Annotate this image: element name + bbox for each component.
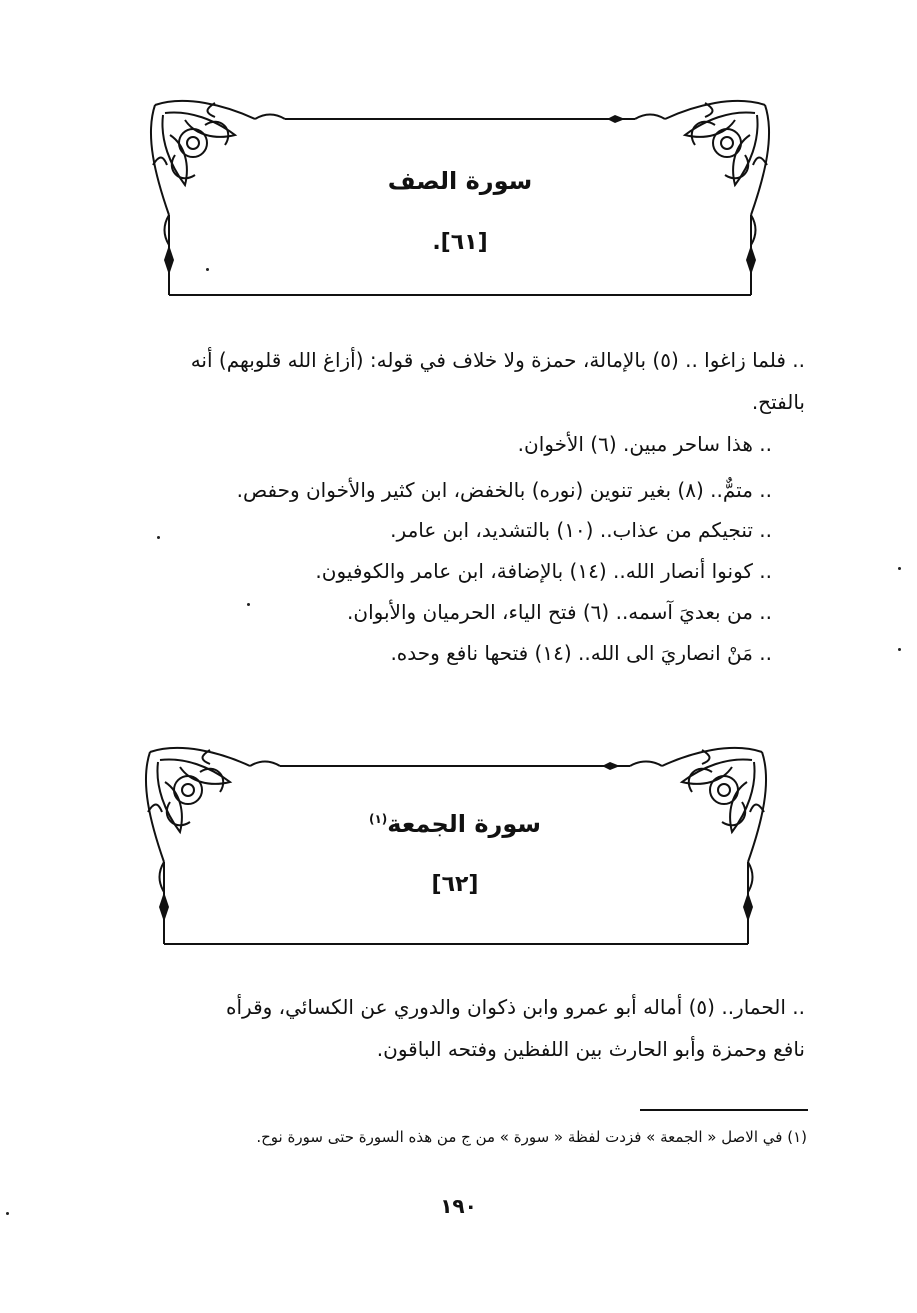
text-line: .. من بعديَ آسمه.. (٦) فتح الياء، الحرميان والأبوان. xyxy=(347,600,772,624)
scan-speck xyxy=(157,536,160,539)
text-line: .. تنجيكم من عذاب.. (١٠) بالتشديد، ابن عامر. xyxy=(390,518,772,542)
footnote-marker: (١) xyxy=(368,812,388,826)
footnote: (١) في الاصل « الجمعة » فزدت لفظة « سورة » من ج من هذه السورة حتى سورة نوح. xyxy=(256,1128,807,1146)
surah-header-frame-1 xyxy=(145,95,775,300)
text-line: .. الحمار.. (٥) أماله أبو عمرو وابن ذكوان والدوري عن الكسائي، وقرأه xyxy=(226,995,805,1019)
surah-number: [٦٢] xyxy=(431,872,479,897)
surah-number: [٦١]. xyxy=(432,230,488,255)
text-line: .. فلما زاغوا .. (٥) بالإمالة، حمزة ولا خلاف في قوله: (أزاغ الله قلوبهم) أنه xyxy=(190,348,805,372)
page-number: ١٩٠ xyxy=(440,1194,477,1218)
scan-speck xyxy=(206,268,209,271)
ornamental-border xyxy=(140,738,770,948)
ornamental-border xyxy=(145,95,775,300)
scan-speck xyxy=(247,603,250,606)
text-line: نافع وحمزة وأبو الحارث بين اللفظين وفتحه الباقون. xyxy=(376,1037,805,1061)
surah-title: سورة الجمعة$^{(١)}$ xyxy=(368,810,541,838)
text-line: .. متمٌّ.. (٨) بغير تنوين (نوره) بالخفض، ابن كثير والأخوان وحفص. xyxy=(236,478,772,502)
scan-speck xyxy=(898,648,901,651)
text-line: .. كونوا أنصار الله.. (١٤) بالإضافة، ابن عامر والكوفيون. xyxy=(315,559,772,583)
text-line: .. مَنْ انصاريَ الى الله.. (١٤) فتحها نافع وحده. xyxy=(390,641,772,665)
text-line: .. هذا ساحر مبين. (٦) الأخوان. xyxy=(517,432,772,456)
scan-speck xyxy=(898,567,901,570)
surah-title: سورة الصف xyxy=(387,167,533,195)
text-line: بالفتح. xyxy=(751,390,805,414)
surah-header-frame-2 xyxy=(140,738,770,948)
footnote-divider xyxy=(640,1109,808,1111)
scan-speck xyxy=(6,1212,9,1215)
